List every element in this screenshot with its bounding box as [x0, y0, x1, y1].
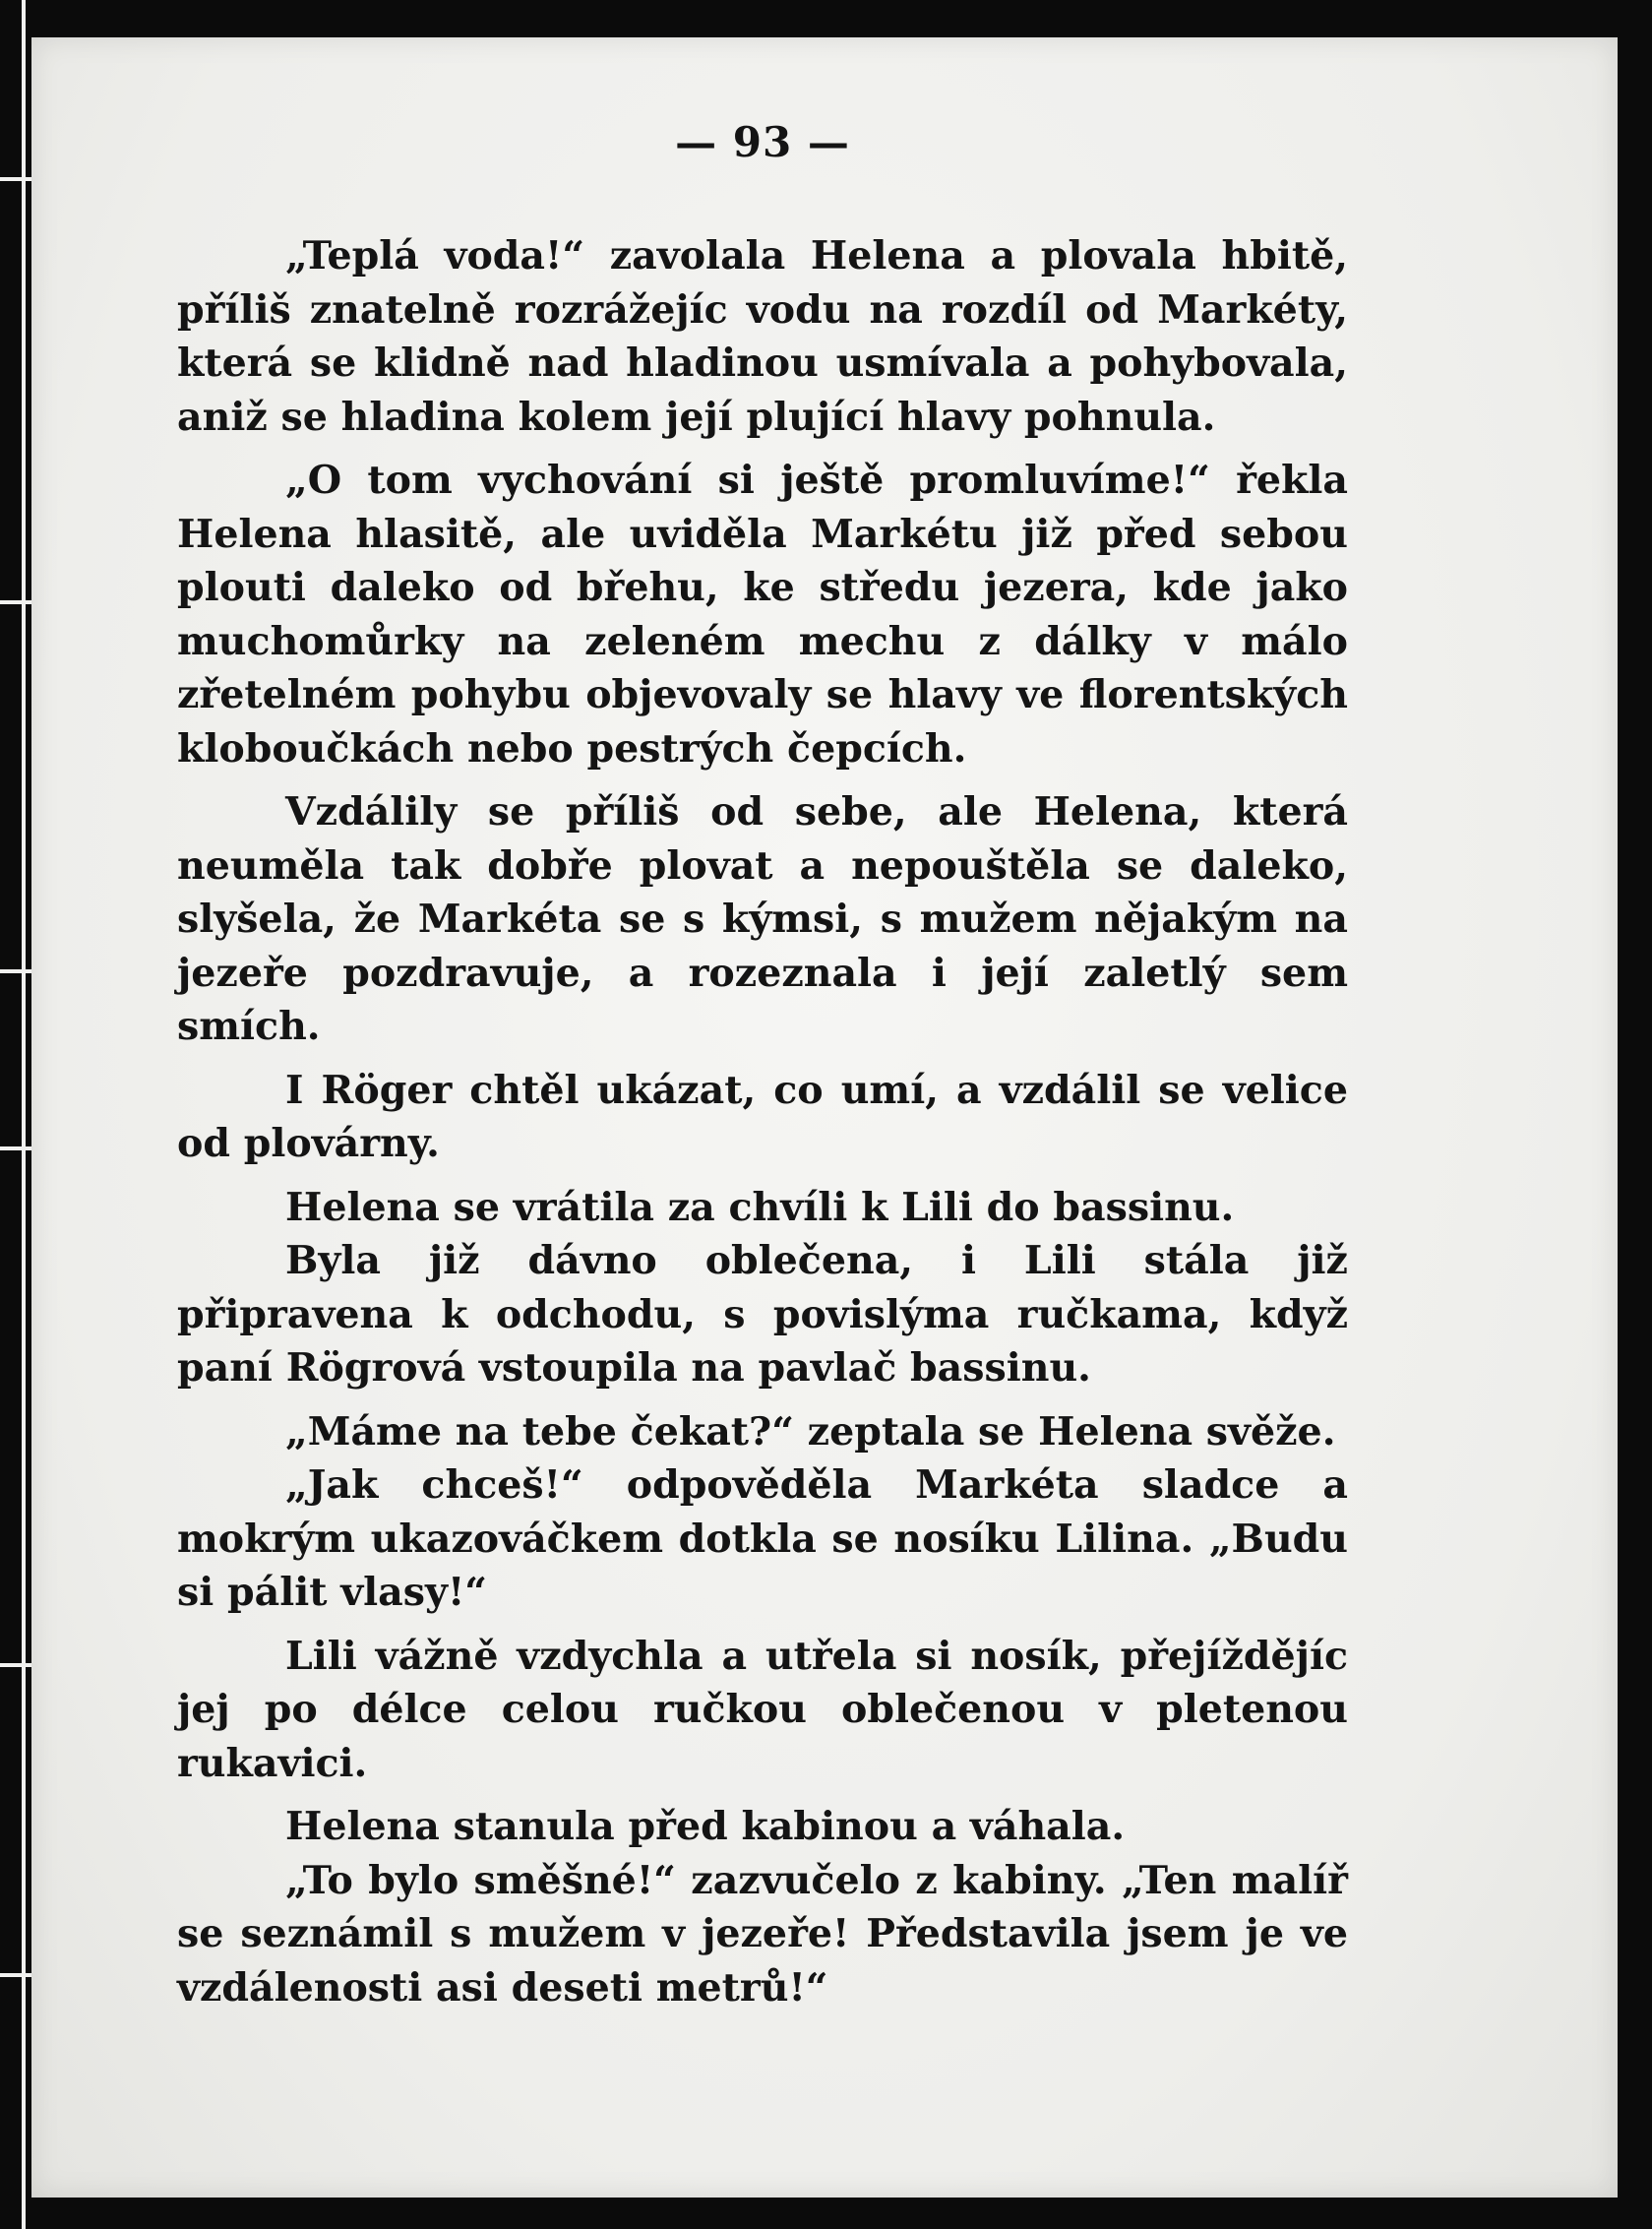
paragraph: „Teplá voda!“ zavolala Helena a plovala hbitě, příliš znatelně rozrážejíc vodu na rozdíl od Markéty, která se klidně nad hladinou usmívala a pohybovala, aniž se hladina kolem její plující hlavy pohnula.: [177, 233, 1348, 440]
paragraph: Helena stanula před kabinou a váhala.: [285, 1804, 1126, 1849]
paragraph: „Jak chceš!“ odpověděla Markéta sladce a mokrým ukazováčkem dotkla se nosíku Lilina. „Budu si pálit vlasy!“: [177, 1462, 1348, 1615]
paragraph: Helena se vrátila za chvíli k Lili do bassinu.: [285, 1184, 1235, 1230]
binding-thread: [22, 0, 26, 2229]
paragraph: Vzdálily se příliš od sebe, ale Helena, která neuměla tak dobře plovat a nepouštěla se daleko, slyšela, že Markéta se s kýmsi, s mužem nějakým na jezeře pozdravuje, a rozeznala i její zaletlý sem smích.: [177, 789, 1348, 1049]
paragraph: „O tom vychování si ještě promluvíme!“ řekla Helena hlasitě, ale uviděla Markétu již před sebou plouti daleko od břehu, ke středu jezera, kde jako muchomůrky na zeleném mechu z dálky v málo zřetelném pohybu objevovaly se hlavy ve florentských kloboučkách nebo pestrých čepcích.: [177, 458, 1348, 772]
paragraph: „To bylo směšné!“ zazvučelo z kabiny. „Ten malíř se seznámil s mužem v jezeře! Představila jsem je ve vzdálenosti asi deseti metrů!“: [177, 1857, 1348, 2011]
paragraph: „Máme na tebe čekat?“ zeptala se Helena svěže.: [285, 1408, 1336, 1455]
paragraph: Lili vážně vzdychla a utřela si nosík, přejíždějíc jej po délce celou ručkou oblečenou v pletenou rukavici.: [177, 1633, 1348, 1786]
page-text: [177, 113, 1348, 2024]
paragraph: Byla již dávno oblečena, i Lili stála již připravena k odchodu, s povislýma ručkama, když paní Rögrová vstoupila na pavlač bassinu.: [177, 1238, 1348, 1391]
paragraph: I Röger chtěl ukázat, co umí, a vzdálil se velice od plovárny.: [177, 1067, 1348, 1166]
page-number: — 93 —: [675, 118, 850, 166]
